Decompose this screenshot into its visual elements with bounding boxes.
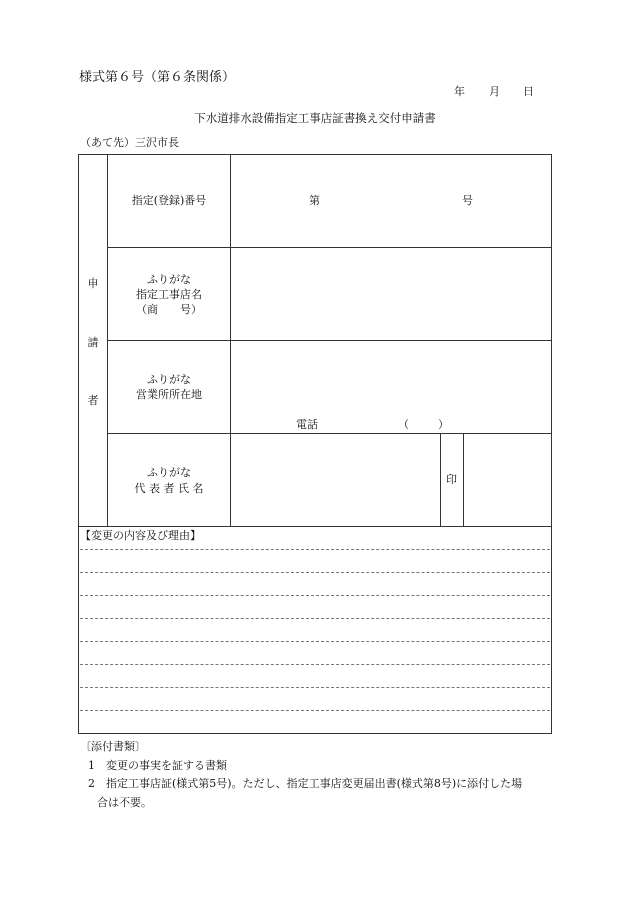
- representative-name-label: 代 表 者 氏 名: [134, 482, 204, 495]
- divider-seal-right: [463, 433, 464, 526]
- date-day-label: 日: [523, 85, 534, 98]
- change-line: [80, 664, 550, 665]
- date-month-label: 月: [489, 85, 500, 98]
- changes-heading: 【変更の内容及び理由】: [80, 529, 201, 542]
- contractor-furigana-label: ふりがな: [147, 273, 191, 286]
- representative-furigana-label: ふりがな: [147, 466, 191, 479]
- attachment-item-2-line-1: 2 指定工事店証(様式第5号)。ただし、指定工事店変更届出書(様式第8号)に添付した場: [88, 777, 523, 790]
- change-line: [80, 595, 550, 596]
- phone-paren-open: （: [398, 418, 409, 431]
- applicant-label-char-2: 請: [87, 336, 99, 349]
- phone-label: 電話: [296, 418, 318, 431]
- change-line: [80, 572, 550, 573]
- row-divider-2: [107, 340, 552, 341]
- attachments-heading: 〔添付書類〕: [80, 740, 146, 753]
- change-line: [80, 641, 550, 642]
- seal-label: 印: [446, 473, 457, 486]
- document-title: 下水道排水設備指定工事店証書換え交付申請書: [194, 111, 436, 125]
- date-year-label: 年: [454, 85, 465, 98]
- form-number: 様式第６号（第６条関係）: [79, 70, 236, 85]
- change-line: [80, 687, 550, 688]
- changes-section-divider: [78, 526, 552, 527]
- trade-name-label: （商 号）: [136, 303, 202, 316]
- addressee: （あて先）三沢市長: [80, 136, 179, 149]
- registration-number-prefix: 第: [309, 194, 320, 207]
- registration-number-label: 指定(登録)番号: [131, 194, 207, 207]
- application-form-table: [78, 154, 552, 734]
- applicant-label-char-3: 者: [87, 394, 99, 407]
- office-furigana-label: ふりがな: [147, 373, 191, 386]
- divider-seal-left: [440, 433, 441, 526]
- attachment-item-1: 1 変更の事実を証する書類: [88, 759, 227, 772]
- change-line: [80, 710, 550, 711]
- registration-number-suffix: 号: [462, 194, 473, 207]
- change-line: [80, 549, 550, 550]
- attachment-item-2-line-2: 合は不要。: [97, 796, 152, 809]
- row-divider-3: [107, 433, 552, 434]
- contractor-name-label: 指定工事店名: [136, 288, 202, 301]
- change-line: [80, 618, 550, 619]
- office-address-label: 営業所所在地: [136, 388, 202, 401]
- row-divider-1: [107, 247, 552, 248]
- applicant-label-char-1: 申: [87, 277, 99, 290]
- phone-paren-close: ）: [438, 418, 449, 431]
